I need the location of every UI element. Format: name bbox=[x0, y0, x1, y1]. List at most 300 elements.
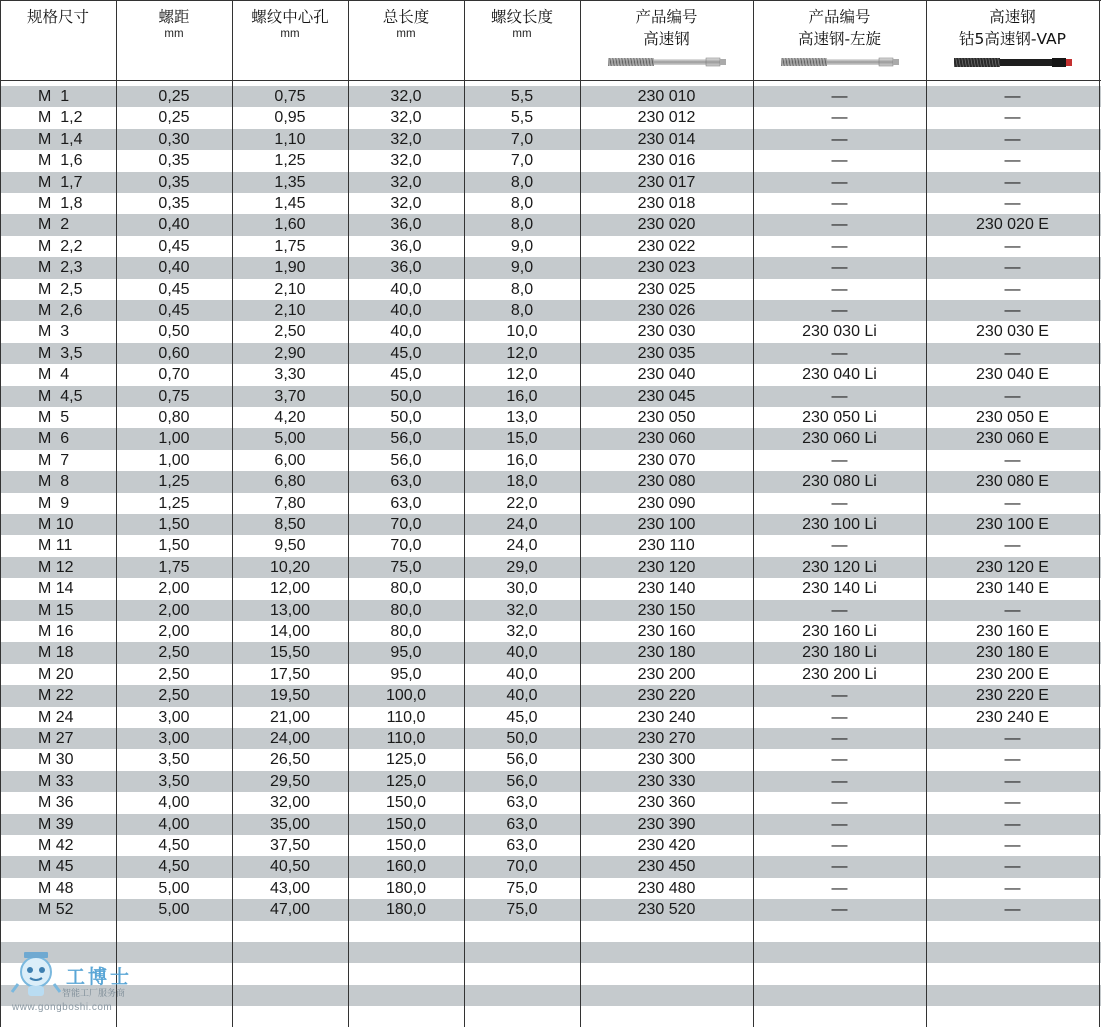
cell-hole: 37,50 bbox=[269, 837, 311, 854]
cell-hole: 7,80 bbox=[274, 494, 306, 512]
cell-thread-length: 15,0 bbox=[506, 430, 538, 448]
table-row bbox=[0, 407, 1101, 428]
cell-product-vap: — bbox=[1004, 901, 1021, 919]
tap-vap-image bbox=[952, 54, 1074, 70]
cell-size: M 3,5 bbox=[38, 344, 83, 362]
cell-size: M 18 bbox=[38, 644, 74, 662]
cell-product-vap: — bbox=[1004, 302, 1021, 319]
col-divider bbox=[580, 0, 581, 1027]
cell-product-left: — bbox=[831, 537, 848, 555]
cell-total-length: 45,0 bbox=[390, 344, 422, 362]
cell-product-hss: 230 026 bbox=[637, 302, 696, 319]
cell-product-hss: 230 180 bbox=[637, 644, 696, 662]
cell-product-hss: 230 360 bbox=[637, 794, 696, 812]
cell-pitch: 1,25 bbox=[158, 494, 190, 512]
cell-product-left: — bbox=[831, 173, 848, 191]
cell-product-vap: 230 080 E bbox=[976, 473, 1049, 491]
cell-product-hss: 230 030 bbox=[637, 323, 696, 341]
cell-pitch: 1,50 bbox=[158, 516, 190, 533]
cell-size: M 27 bbox=[38, 730, 74, 747]
brand-name: 工博士 bbox=[66, 966, 133, 988]
cell-thread-length: 7,0 bbox=[510, 152, 534, 170]
cell-pitch: 0,45 bbox=[158, 302, 190, 319]
cell-product-left: 230 050 Li bbox=[802, 409, 877, 426]
cell-thread-length: 50,0 bbox=[506, 730, 538, 747]
cell-thread-length: 22,0 bbox=[506, 494, 538, 512]
cell-total-length: 32,0 bbox=[390, 109, 422, 127]
cell-hole: 43,00 bbox=[269, 879, 311, 897]
table-row bbox=[0, 300, 1101, 321]
cell-size: M 30 bbox=[38, 751, 74, 769]
table-row bbox=[0, 642, 1101, 663]
header-pitch bbox=[116, 6, 232, 41]
cell-product-vap: — bbox=[1004, 537, 1021, 555]
cell-product-vap: — bbox=[1004, 730, 1021, 747]
cell-hole: 29,50 bbox=[269, 772, 311, 790]
cell-pitch: 1,50 bbox=[158, 537, 190, 555]
cell-size: M 1,2 bbox=[38, 109, 83, 127]
cell-product-left: — bbox=[831, 130, 848, 148]
cell-total-length: 80,0 bbox=[390, 601, 422, 619]
col-divider bbox=[1099, 0, 1100, 1027]
cell-total-length: 150,0 bbox=[385, 794, 427, 812]
cell-product-hss: 230 014 bbox=[637, 130, 696, 148]
cell-product-hss: 230 300 bbox=[637, 751, 696, 769]
cell-total-length: 70,0 bbox=[390, 516, 422, 533]
cell-product-left: — bbox=[831, 237, 848, 255]
cell-hole: 1,25 bbox=[274, 152, 306, 170]
cell-product-left: — bbox=[831, 216, 848, 234]
cell-pitch: 2,00 bbox=[158, 601, 190, 619]
cell-product-vap: — bbox=[1004, 88, 1021, 105]
cell-pitch: 2,00 bbox=[158, 580, 190, 598]
cell-product-left: — bbox=[831, 259, 848, 277]
cell-thread-length: 16,0 bbox=[506, 387, 538, 405]
table-row bbox=[0, 172, 1101, 193]
empty-row bbox=[0, 921, 1101, 942]
cell-product-vap: 230 050 E bbox=[976, 409, 1049, 426]
cell-size: M 36 bbox=[38, 794, 74, 812]
cell-total-length: 150,0 bbox=[385, 837, 427, 854]
cell-product-vap: 230 240 E bbox=[976, 708, 1049, 726]
header-total-length-label: 总长度 bbox=[382, 8, 430, 26]
cell-product-left: 230 030 Li bbox=[802, 323, 877, 341]
cell-product-vap: — bbox=[1004, 130, 1021, 148]
cell-thread-length: 32,0 bbox=[506, 623, 538, 640]
cell-product-vap: — bbox=[1004, 173, 1021, 191]
cell-product-hss: 230 390 bbox=[637, 815, 696, 833]
cell-pitch: 4,50 bbox=[158, 858, 190, 876]
cell-thread-length: 30,0 bbox=[506, 580, 538, 598]
cell-thread-length: 45,0 bbox=[506, 708, 538, 726]
cell-product-vap: 230 020 E bbox=[976, 216, 1049, 234]
empty-row bbox=[0, 942, 1101, 963]
cell-product-vap: — bbox=[1004, 195, 1021, 212]
cell-product-hss: 230 150 bbox=[637, 601, 696, 619]
table-row bbox=[0, 792, 1101, 813]
table-row bbox=[0, 878, 1101, 899]
cell-thread-length: 56,0 bbox=[506, 751, 538, 769]
cell-product-left: — bbox=[831, 109, 848, 127]
cell-product-vap: — bbox=[1004, 280, 1021, 298]
cell-product-vap: — bbox=[1004, 109, 1021, 127]
table-row bbox=[0, 493, 1101, 514]
cell-product-hss: 230 240 bbox=[637, 708, 696, 726]
cell-pitch: 0,35 bbox=[158, 173, 190, 191]
table-row bbox=[0, 835, 1101, 856]
cell-product-hss: 230 140 bbox=[637, 580, 696, 598]
header-hole bbox=[232, 6, 348, 41]
cell-total-length: 63,0 bbox=[390, 494, 422, 512]
header-product-left bbox=[753, 6, 926, 50]
cell-size: M 2,3 bbox=[38, 259, 83, 277]
cell-product-vap: — bbox=[1004, 794, 1021, 812]
header-size-label: 规格尺寸 bbox=[26, 8, 89, 26]
cell-product-hss: 230 050 bbox=[637, 409, 696, 426]
table-row bbox=[0, 535, 1101, 556]
cell-pitch: 0,25 bbox=[158, 109, 190, 127]
cell-product-left: 230 140 Li bbox=[802, 580, 877, 598]
header-product-vap-line2: 钴5高速钢-VAP bbox=[958, 30, 1067, 48]
table-row bbox=[0, 899, 1101, 920]
col-divider bbox=[464, 0, 465, 1027]
cell-product-hss: 230 160 bbox=[637, 623, 696, 640]
cell-total-length: 95,0 bbox=[390, 665, 422, 683]
cell-product-left: — bbox=[831, 708, 848, 726]
cell-pitch: 0,40 bbox=[158, 216, 190, 234]
table-row bbox=[0, 129, 1101, 150]
cell-product-hss: 230 420 bbox=[637, 837, 696, 854]
cell-pitch: 0,40 bbox=[158, 259, 190, 277]
cell-thread-length: 63,0 bbox=[506, 815, 538, 833]
col-divider bbox=[116, 0, 117, 1027]
cell-hole: 0,75 bbox=[274, 88, 306, 105]
cell-total-length: 160,0 bbox=[385, 858, 427, 876]
cell-product-vap: 230 040 E bbox=[976, 366, 1049, 384]
cell-hole: 2,10 bbox=[274, 302, 306, 319]
cell-hole: 0,95 bbox=[274, 109, 306, 127]
cell-product-vap: 230 030 E bbox=[976, 323, 1049, 341]
cell-total-length: 75,0 bbox=[390, 558, 422, 576]
cell-size: M 52 bbox=[38, 901, 74, 919]
cell-product-left: 230 160 Li bbox=[802, 623, 877, 640]
cell-thread-length: 5,5 bbox=[510, 88, 534, 105]
cell-size: M 2 bbox=[38, 216, 70, 234]
cell-size: M 6 bbox=[38, 430, 70, 448]
brand-logo bbox=[8, 942, 148, 1012]
table-row bbox=[0, 86, 1101, 107]
cell-total-length: 32,0 bbox=[390, 130, 422, 148]
cell-size: M 5 bbox=[38, 409, 70, 426]
cell-hole: 32,00 bbox=[269, 794, 311, 812]
table-row bbox=[0, 214, 1101, 235]
cell-product-left: — bbox=[831, 280, 848, 298]
cell-total-length: 32,0 bbox=[390, 152, 422, 170]
cell-product-hss: 230 330 bbox=[637, 772, 696, 790]
cell-pitch: 1,00 bbox=[158, 430, 190, 448]
cell-pitch: 2,50 bbox=[158, 687, 190, 705]
cell-hole: 1,35 bbox=[274, 173, 306, 191]
cell-pitch: 3,50 bbox=[158, 772, 190, 790]
cell-product-hss: 230 045 bbox=[637, 387, 696, 405]
cell-pitch: 2,00 bbox=[158, 623, 190, 640]
cell-hole: 12,00 bbox=[269, 580, 311, 598]
cell-thread-length: 63,0 bbox=[506, 794, 538, 812]
cell-thread-length: 75,0 bbox=[506, 879, 538, 897]
table-row bbox=[0, 600, 1101, 621]
cell-thread-length: 12,0 bbox=[506, 366, 538, 384]
cell-product-left: — bbox=[831, 794, 848, 812]
cell-total-length: 32,0 bbox=[390, 88, 422, 105]
cell-hole: 17,50 bbox=[269, 665, 311, 683]
cell-size: M 2,5 bbox=[38, 280, 83, 298]
cell-product-hss: 230 220 bbox=[637, 687, 696, 705]
cell-hole: 10,20 bbox=[269, 558, 311, 576]
cell-size: M 1,4 bbox=[38, 130, 83, 148]
cell-hole: 2,50 bbox=[274, 323, 306, 341]
table-row bbox=[0, 728, 1101, 749]
cell-product-hss: 230 070 bbox=[637, 451, 696, 469]
cell-product-vap: — bbox=[1004, 837, 1021, 854]
cell-hole: 5,00 bbox=[274, 430, 306, 448]
cell-pitch: 0,25 bbox=[158, 88, 190, 105]
cell-hole: 19,50 bbox=[269, 687, 311, 705]
cell-size: M 33 bbox=[38, 772, 74, 790]
cell-size: M 4 bbox=[38, 366, 70, 384]
table-row bbox=[0, 707, 1101, 728]
cell-size: M 1 bbox=[38, 88, 70, 105]
cell-size: M 4,5 bbox=[38, 387, 83, 405]
table-row bbox=[0, 107, 1101, 128]
cell-product-left: — bbox=[831, 858, 848, 876]
cell-thread-length: 9,0 bbox=[510, 237, 534, 255]
cell-total-length: 40,0 bbox=[390, 323, 422, 341]
cell-total-length: 50,0 bbox=[390, 387, 422, 405]
cell-pitch: 3,00 bbox=[158, 708, 190, 726]
cell-product-vap: — bbox=[1004, 259, 1021, 277]
cell-product-hss: 230 090 bbox=[637, 494, 696, 512]
header-hole-label: 螺纹中心孔 bbox=[251, 8, 329, 26]
cell-pitch: 0,35 bbox=[158, 152, 190, 170]
cell-product-vap: 230 180 E bbox=[976, 644, 1049, 662]
cell-size: M 2,2 bbox=[38, 237, 83, 255]
cell-product-left: — bbox=[831, 879, 848, 897]
table-row bbox=[0, 236, 1101, 257]
cell-product-vap: 230 120 E bbox=[976, 558, 1049, 576]
cell-size: M 8 bbox=[38, 473, 70, 491]
cell-hole: 1,60 bbox=[274, 216, 306, 234]
table-row bbox=[0, 321, 1101, 342]
header-product-hss-line1: 产品编号 bbox=[635, 8, 698, 26]
cell-thread-length: 5,5 bbox=[510, 109, 534, 127]
tap-hss-left-image bbox=[779, 54, 901, 70]
table-row bbox=[0, 257, 1101, 278]
cell-product-left: — bbox=[831, 815, 848, 833]
cell-thread-length: 24,0 bbox=[506, 516, 538, 533]
cell-product-vap: 230 100 E bbox=[976, 516, 1049, 533]
cell-pitch: 3,00 bbox=[158, 730, 190, 747]
table-row bbox=[0, 578, 1101, 599]
cell-pitch: 2,50 bbox=[158, 644, 190, 662]
cell-size: M 2,6 bbox=[38, 302, 83, 319]
header-thread-length-label: 螺纹长度 bbox=[490, 8, 553, 26]
cell-total-length: 32,0 bbox=[390, 173, 422, 191]
cell-product-hss: 230 120 bbox=[637, 558, 696, 576]
cell-total-length: 36,0 bbox=[390, 216, 422, 234]
cell-total-length: 45,0 bbox=[390, 366, 422, 384]
cell-total-length: 56,0 bbox=[390, 430, 422, 448]
cell-product-left: 230 120 Li bbox=[802, 558, 877, 576]
cell-product-hss: 230 020 bbox=[637, 216, 696, 234]
cell-size: M 16 bbox=[38, 623, 74, 640]
empty-row bbox=[0, 963, 1101, 984]
cell-hole: 4,20 bbox=[274, 409, 306, 426]
cell-hole: 13,00 bbox=[269, 601, 311, 619]
cell-product-hss: 230 017 bbox=[637, 173, 696, 191]
cell-hole: 3,30 bbox=[274, 366, 306, 384]
cell-thread-length: 13,0 bbox=[506, 409, 538, 426]
cell-total-length: 150,0 bbox=[385, 815, 427, 833]
cell-thread-length: 18,0 bbox=[506, 473, 538, 491]
col-divider bbox=[348, 0, 349, 1027]
cell-size: M 42 bbox=[38, 837, 74, 854]
table-row bbox=[0, 150, 1101, 171]
cell-product-left: — bbox=[831, 152, 848, 170]
cell-product-left: — bbox=[831, 751, 848, 769]
cell-product-left: 230 180 Li bbox=[802, 644, 877, 662]
cell-hole: 8,50 bbox=[274, 516, 306, 533]
header-pitch-unit: mm bbox=[164, 28, 184, 40]
cell-thread-length: 10,0 bbox=[506, 323, 538, 341]
cell-thread-length: 12,0 bbox=[506, 344, 538, 362]
cell-size: M 11 bbox=[38, 537, 73, 555]
header-total-length bbox=[348, 6, 464, 41]
table-row bbox=[0, 514, 1101, 535]
cell-product-hss: 230 018 bbox=[637, 195, 696, 212]
cell-hole: 47,00 bbox=[269, 901, 311, 919]
cell-product-left: 230 100 Li bbox=[802, 516, 877, 533]
cell-pitch: 5,00 bbox=[158, 901, 190, 919]
cell-total-length: 56,0 bbox=[390, 451, 422, 469]
cell-product-hss: 230 080 bbox=[637, 473, 696, 491]
table-row bbox=[0, 814, 1101, 835]
cell-pitch: 0,45 bbox=[158, 280, 190, 298]
cell-size: M 20 bbox=[38, 665, 74, 683]
cell-pitch: 0,45 bbox=[158, 237, 190, 255]
header-pitch-label: 螺距 bbox=[158, 8, 190, 26]
table-row bbox=[0, 343, 1101, 364]
header-product-left-line1: 产品编号 bbox=[808, 8, 871, 26]
cell-size: M 7 bbox=[38, 451, 70, 469]
table-row bbox=[0, 664, 1101, 685]
cell-product-left: — bbox=[831, 494, 848, 512]
cell-size: M 24 bbox=[38, 708, 74, 726]
header-product-hss-line2: 高速钢 bbox=[643, 30, 690, 48]
cell-total-length: 180,0 bbox=[385, 879, 427, 897]
cell-product-hss: 230 012 bbox=[637, 109, 696, 127]
cell-total-length: 70,0 bbox=[390, 537, 422, 555]
cell-total-length: 180,0 bbox=[385, 901, 427, 919]
cell-total-length: 110,0 bbox=[386, 730, 426, 747]
cell-thread-length: 70,0 bbox=[506, 858, 538, 876]
table-row bbox=[0, 557, 1101, 578]
cell-size: M 39 bbox=[38, 815, 74, 833]
cell-hole: 2,90 bbox=[274, 344, 306, 362]
cell-thread-length: 40,0 bbox=[506, 665, 538, 683]
table-row bbox=[0, 193, 1101, 214]
cell-hole: 9,50 bbox=[274, 537, 306, 555]
cell-pitch: 4,50 bbox=[158, 837, 190, 854]
cell-product-vap: — bbox=[1004, 237, 1021, 255]
cell-pitch: 0,70 bbox=[158, 366, 190, 384]
cell-hole: 6,80 bbox=[274, 473, 306, 491]
cell-product-left: — bbox=[831, 451, 848, 469]
cell-thread-length: 29,0 bbox=[506, 558, 538, 576]
cell-total-length: 125,0 bbox=[385, 751, 427, 769]
header-thread-length-unit: mm bbox=[512, 28, 532, 40]
cell-thread-length: 7,0 bbox=[510, 130, 534, 148]
table-row bbox=[0, 685, 1101, 706]
cell-total-length: 36,0 bbox=[390, 237, 422, 255]
cell-hole: 1,75 bbox=[274, 237, 306, 255]
cell-product-hss: 230 100 bbox=[637, 516, 696, 533]
col-divider bbox=[753, 0, 754, 1027]
cell-thread-length: 8,0 bbox=[510, 195, 534, 212]
table-row bbox=[0, 749, 1101, 770]
table-row bbox=[0, 279, 1101, 300]
cell-total-length: 80,0 bbox=[390, 580, 422, 598]
header-product-vap bbox=[926, 6, 1099, 50]
table-row bbox=[0, 428, 1101, 449]
cell-total-length: 100,0 bbox=[385, 687, 427, 705]
empty-row bbox=[0, 1006, 1101, 1027]
cell-product-left: — bbox=[831, 687, 848, 705]
header-total-length-unit: mm bbox=[396, 28, 416, 40]
cell-total-length: 110,0 bbox=[386, 708, 426, 726]
table-row bbox=[0, 450, 1101, 471]
cell-product-hss: 230 016 bbox=[637, 152, 696, 170]
cell-thread-length: 56,0 bbox=[506, 772, 538, 790]
cell-product-left: — bbox=[831, 302, 848, 319]
col-divider bbox=[232, 0, 233, 1027]
cell-product-hss: 230 520 bbox=[637, 901, 696, 919]
cell-size: M 48 bbox=[38, 879, 74, 897]
cell-size: M 45 bbox=[38, 858, 74, 876]
header-product-vap-line1: 高速钢 bbox=[989, 8, 1036, 26]
cell-hole: 21,00 bbox=[269, 708, 311, 726]
cell-pitch: 0,30 bbox=[158, 130, 190, 148]
cell-pitch: 0,80 bbox=[158, 409, 190, 426]
table-row bbox=[0, 856, 1101, 877]
cell-product-hss: 230 023 bbox=[637, 259, 696, 277]
brand-url: www.gongboshi.com bbox=[12, 1002, 113, 1013]
cell-size: M 10 bbox=[38, 516, 74, 533]
cell-thread-length: 9,0 bbox=[510, 259, 534, 277]
cell-pitch: 0,75 bbox=[158, 387, 190, 405]
cell-product-left: 230 200 Li bbox=[802, 665, 877, 683]
cell-product-hss: 230 110 bbox=[638, 537, 695, 555]
header-hole-unit: mm bbox=[280, 28, 300, 40]
table-row bbox=[0, 621, 1101, 642]
cell-total-length: 80,0 bbox=[390, 623, 422, 640]
cell-size: M 1,8 bbox=[38, 195, 83, 212]
cell-size: M 1,7 bbox=[38, 173, 83, 191]
cell-product-hss: 230 022 bbox=[637, 237, 696, 255]
cell-product-vap: 230 160 E bbox=[976, 623, 1049, 640]
cell-pitch: 1,25 bbox=[158, 473, 190, 491]
cell-product-left: — bbox=[831, 387, 848, 405]
cell-product-vap: — bbox=[1004, 152, 1021, 170]
